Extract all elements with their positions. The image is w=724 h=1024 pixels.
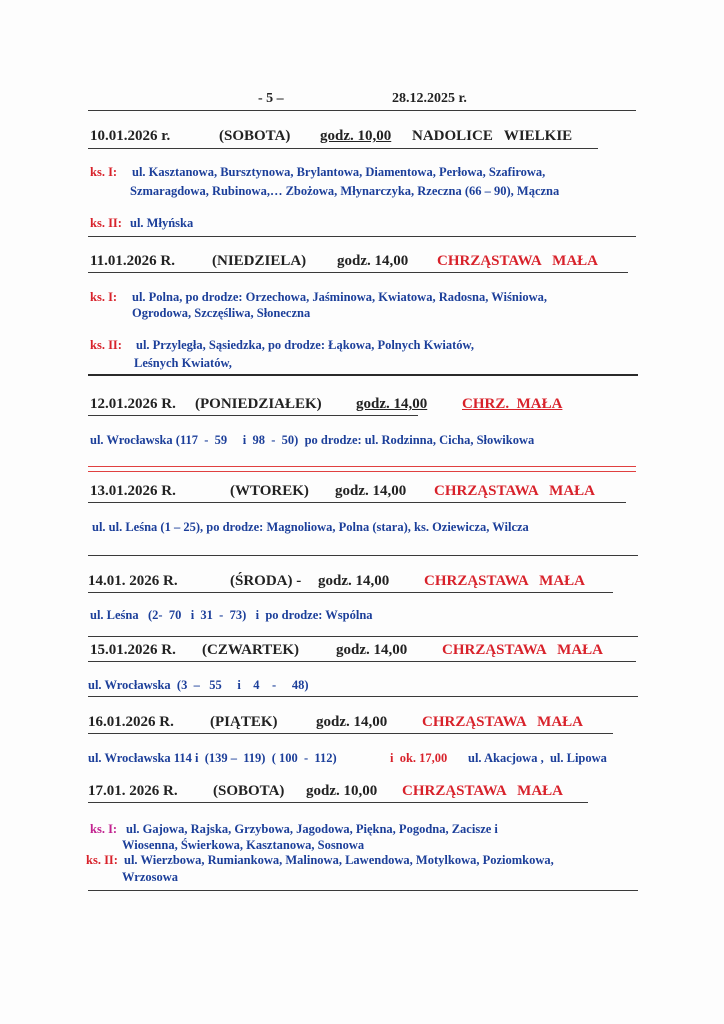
section-time: godz. 14,00 (335, 483, 407, 499)
section-date: 12.01.2026 R. (90, 396, 176, 412)
street-list: ul. Kasztanowa, Bursztynowa, Brylantowa, Diamentowa, Perłowa, Szafirowa, (132, 165, 546, 179)
street-list: Wiosenna, Świerkowa, Kasztanowa, Sosnowa (122, 838, 365, 852)
divider (88, 272, 628, 273)
street-list: ul. Wrocławska (117 - 59 i 98 - 50) po drodze: ul. Rodzinna, Cicha, Słowikowa (90, 433, 535, 447)
street-list: ul. Leśna (2- 70 i 31 - 73) i po drodze: Wspólna (90, 608, 373, 622)
street-list: Szmaragdowa, Rubinowa,… Zbożowa, Młynarczyka, Rzeczna (66 – 90), Mączna (130, 184, 560, 198)
divider (88, 415, 418, 416)
divider (88, 148, 598, 149)
priest-label: ks. II: (90, 338, 122, 352)
divider (88, 592, 613, 593)
section-place: CHRZĄSTAWA MAŁA (442, 642, 603, 658)
section-day: (SOBOTA) (219, 128, 291, 144)
street-list: ul. Wierzbowa, Rumiankowa, Malinowa, Lawendowa, Motylkowa, Poziomkowa, (124, 853, 554, 867)
section-date: 13.01.2026 R. (90, 483, 176, 499)
divider (88, 733, 613, 734)
section-date: 14.01. 2026 R. (88, 573, 178, 589)
section-date: 10.01.2026 r. (90, 128, 171, 144)
priest-label: ks. I: (90, 822, 118, 836)
street-list: ul. Akacjowa , ul. Lipowa (468, 751, 607, 765)
section-day: (PIĄTEK) (210, 714, 278, 730)
section-day: (PONIEDZIAŁEK) (195, 396, 322, 412)
section-date: 15.01.2026 R. (90, 642, 176, 658)
document-date: 28.12.2025 r. (392, 91, 467, 106)
section-time: godz. 14,00 (337, 253, 409, 269)
divider (88, 661, 636, 662)
divider (88, 696, 638, 697)
divider (88, 236, 636, 237)
divider (88, 890, 638, 891)
red-double-divider (88, 466, 636, 472)
street-list: Wrzosowa (122, 870, 179, 884)
section-day: (CZWARTEK) (202, 642, 299, 658)
section-time: godz. 14,00 (356, 396, 428, 412)
street-list: Leśnych Kwiatów, (134, 356, 232, 370)
divider (88, 110, 636, 111)
section-day: (WTOREK) (230, 483, 309, 499)
section-date: 16.01.2026 R. (88, 714, 174, 730)
section-time: godz. 10,00 (306, 783, 378, 799)
divider (88, 374, 638, 376)
section-time: godz. 10,00 (320, 128, 392, 144)
divider (88, 555, 638, 556)
street-list: ul. Polna, po drodze: Orzechowa, Jaśminowa, Kwiatowa, Radosna, Wiśniowa, (132, 290, 547, 304)
street-list: ul. Młyńska (130, 216, 194, 230)
section-place: CHRZ. MAŁA (462, 396, 563, 412)
street-list: ul. Przyległa, Sąsiedzka, po drodze: Łąkowa, Polnych Kwiatów, (136, 338, 474, 352)
divider (88, 802, 588, 803)
priest-label: ks. II: (86, 853, 118, 867)
priest-label: ks. I: (90, 290, 118, 304)
section-day: (NIEDZIELA) (212, 253, 307, 269)
section-place: CHRZĄSTAWA MAŁA (434, 483, 595, 499)
section-day: (SOBOTA) (213, 783, 285, 799)
section-place: NADOLICE WIELKIE (412, 128, 573, 144)
section-time: godz. 14,00 (318, 573, 390, 589)
street-list: ul. Wrocławska (3 – 55 i 4 - 48) (88, 678, 309, 692)
street-list: ul. Wrocławska 114 i (139 – 119) ( 100 - 112) (88, 751, 337, 765)
divider (88, 502, 626, 503)
time-note: i ok. 17,00 (390, 751, 448, 765)
section-place: CHRZĄSTAWA MAŁA (424, 573, 585, 589)
section-day: (ŚRODA) - (230, 573, 302, 589)
section-place: CHRZĄSTAWA MAŁA (437, 253, 598, 269)
section-place: CHRZĄSTAWA MAŁA (422, 714, 583, 730)
section-time: godz. 14,00 (316, 714, 388, 730)
street-list: Ogrodowa, Szczęśliwa, Słoneczna (132, 306, 311, 320)
section-time: godz. 14,00 (336, 642, 408, 658)
section-place: CHRZĄSTAWA MAŁA (402, 783, 563, 799)
priest-label: ks. I: (90, 165, 118, 179)
priest-label: ks. II: (90, 216, 122, 230)
street-list: ul. ul. Leśna (1 – 25), po drodze: Magnoliowa, Polna (stara), ks. Oziewicza, Wilcza (92, 520, 529, 534)
page-number: - 5 – (258, 91, 284, 106)
divider (88, 636, 638, 637)
section-date: 11.01.2026 R. (90, 253, 176, 269)
street-list: ul. Gajowa, Rajska, Grzybowa, Jagodowa, Piękna, Pogodna, Zacisze i (126, 822, 498, 836)
section-date: 17.01. 2026 R. (88, 783, 178, 799)
